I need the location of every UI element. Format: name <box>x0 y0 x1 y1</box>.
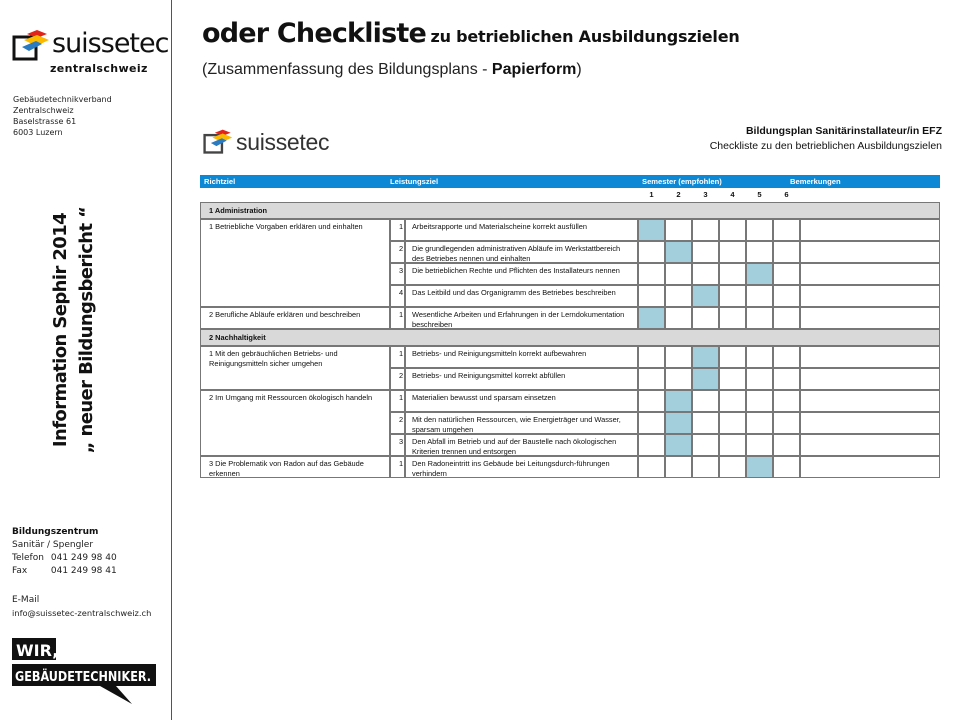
semester-cell[interactable] <box>719 412 746 434</box>
semester-number: 5 <box>757 190 762 199</box>
semester-cell[interactable] <box>692 263 719 285</box>
bemerkungen-cell[interactable] <box>800 412 940 434</box>
address-line: Baselstrasse 61 <box>13 117 77 126</box>
semester-cell-marked[interactable] <box>638 219 665 241</box>
semester-cell[interactable] <box>719 368 746 390</box>
semester-cell[interactable] <box>692 434 719 456</box>
semester-cell[interactable] <box>773 307 800 329</box>
richtziel-cell: 1 Betriebliche Vorgaben erklären und einhalten <box>200 219 390 307</box>
semester-cell[interactable] <box>638 263 665 285</box>
bemerkungen-cell[interactable] <box>800 346 940 368</box>
section-header: 2 Nachhaltigkeit <box>200 329 940 346</box>
semester-cell[interactable] <box>665 307 692 329</box>
semester-cell[interactable] <box>773 390 800 412</box>
doc-subtitle: Checkliste zu den betrieblichen Ausbildungszielen <box>709 140 942 152</box>
semester-cell[interactable] <box>746 346 773 368</box>
contact-dept: Sanitär / Spengler <box>12 540 94 550</box>
semester-cell-marked[interactable] <box>665 434 692 456</box>
address-block <box>13 94 112 138</box>
suissetec-logo-icon <box>12 28 50 66</box>
semester-cell[interactable] <box>719 263 746 285</box>
header-semester: Semester (empfohlen) <box>642 177 722 186</box>
doc-title: Bildungsplan Sanitärinstallateur/in EFZ <box>745 125 942 137</box>
header-richtziel: Richtziel <box>204 177 236 186</box>
semester-cell[interactable] <box>665 219 692 241</box>
semester-cell[interactable] <box>638 412 665 434</box>
item-number: 1 <box>390 390 405 412</box>
badge-line-2: GEBÄUDETECHNIKER. <box>15 669 180 685</box>
semester-cell[interactable] <box>719 434 746 456</box>
semester-cell[interactable] <box>692 307 719 329</box>
item-number: 1 <box>390 346 405 368</box>
vertical-title <box>24 185 124 475</box>
semester-cell[interactable] <box>746 434 773 456</box>
semester-cell[interactable] <box>773 368 800 390</box>
semester-cell-marked[interactable] <box>665 390 692 412</box>
semester-cell[interactable] <box>638 285 665 307</box>
contact-phone-row <box>12 552 151 565</box>
semester-cell[interactable] <box>638 456 665 478</box>
semester-cell[interactable] <box>773 285 800 307</box>
leistungsziel-cell: Wesentliche Arbeiten und Erfahrungen in der Lerndokumentation beschreiben <box>405 307 638 329</box>
page-title-main: oder Checkliste <box>202 18 427 49</box>
semester-cell[interactable] <box>719 285 746 307</box>
leistungsziel-cell: Den Abfall im Betrieb und auf der Baustelle nach ökologischen Kriterien trennen und entsorgen <box>405 434 638 456</box>
richtziel-cell: 2 Im Umgang mit Ressourcen ökologisch handeln <box>200 390 390 456</box>
semester-number: 1 <box>649 190 654 199</box>
leistungsziel-cell: Die betrieblichen Rechte und Pflichten des Installateurs nennen <box>405 263 638 285</box>
bemerkungen-cell[interactable] <box>800 390 940 412</box>
semester-cell[interactable] <box>773 434 800 456</box>
semester-cell-marked[interactable] <box>692 346 719 368</box>
contact-block <box>12 526 151 620</box>
semester-cell[interactable] <box>746 307 773 329</box>
page-subtitle: (Zusammenfassung des Bildungsplans - Papierform) <box>202 61 582 78</box>
semester-cell-marked[interactable] <box>665 412 692 434</box>
bemerkungen-cell[interactable] <box>800 434 940 456</box>
bemerkungen-cell[interactable] <box>800 307 940 329</box>
bemerkungen-cell[interactable] <box>800 219 940 241</box>
logo-brand: suissetec <box>52 28 169 59</box>
semester-cell-marked[interactable] <box>692 368 719 390</box>
section-header: 1 Administration <box>200 202 940 219</box>
semester-cell[interactable] <box>665 263 692 285</box>
page-title-sub: zu betrieblichen Ausbildungszielen <box>430 27 740 46</box>
leistungsziel-cell: Betriebs- und Reinigungsmitteln korrekt aufbewahren <box>405 346 638 368</box>
bemerkungen-cell[interactable] <box>800 285 940 307</box>
checklist-document <box>200 120 942 492</box>
semester-cell[interactable] <box>692 390 719 412</box>
semester-cell-marked[interactable] <box>692 285 719 307</box>
richtziel-cell: 2 Berufliche Abläufe erklären und beschreiben <box>200 307 390 329</box>
page-title <box>202 18 740 49</box>
semester-cell[interactable] <box>773 263 800 285</box>
semester-numbers <box>200 188 940 201</box>
semester-cell[interactable] <box>719 307 746 329</box>
semester-cell[interactable] <box>746 219 773 241</box>
leistungsziel-cell: Den Radoneintritt ins Gebäude bei Leitungsdurch-führungen verhindern <box>405 456 638 478</box>
header-leistungsziel: Leistungsziel <box>390 177 439 186</box>
address-line: 6003 Luzern <box>13 128 63 137</box>
bemerkungen-cell[interactable] <box>800 368 940 390</box>
semester-cell[interactable] <box>719 219 746 241</box>
sidebar <box>0 0 180 720</box>
address-line: Gebäudetechnikverband <box>13 95 112 104</box>
item-number: 3 <box>390 434 405 456</box>
item-number: 1 <box>390 219 405 241</box>
leistungsziel-cell: Das Leitbild und das Organigramm des Betriebes beschreiben <box>405 285 638 307</box>
badge-line-1: WIR, DIE <box>16 641 95 660</box>
item-number: 3 <box>390 263 405 285</box>
contact-fax-row <box>12 565 151 578</box>
leistungsziel-cell: Die grundlegenden administrativen Abläufe im Werkstattbereich des Betriebes nennen und einhalten <box>405 241 638 263</box>
item-number: 1 <box>390 307 405 329</box>
semester-cell[interactable] <box>773 412 800 434</box>
semester-cell[interactable] <box>665 285 692 307</box>
bemerkungen-cell[interactable] <box>800 456 940 478</box>
semester-number: 4 <box>730 190 735 199</box>
semester-cell-marked[interactable] <box>665 241 692 263</box>
richtziel-cell: 1 Mit den gebräuchlichen Betriebs- und Reinigungsmitteln sicher umgehen <box>200 346 390 390</box>
semester-cell[interactable] <box>746 285 773 307</box>
semester-cell[interactable] <box>746 241 773 263</box>
bemerkungen-cell[interactable] <box>800 263 940 285</box>
semester-cell[interactable] <box>665 368 692 390</box>
semester-cell[interactable] <box>665 456 692 478</box>
item-number: 2 <box>390 368 405 390</box>
semester-cell[interactable] <box>746 390 773 412</box>
semester-cell[interactable] <box>773 346 800 368</box>
doc-logo-icon <box>202 128 234 158</box>
doc-logo <box>202 126 352 158</box>
phone-label: Telefon <box>12 553 44 563</box>
semester-cell-marked[interactable] <box>746 456 773 478</box>
email-label: E-Mail <box>12 595 40 605</box>
semester-cell[interactable] <box>692 456 719 478</box>
fax-label: Fax <box>12 566 28 576</box>
header-bemerkungen: Bemerkungen <box>790 177 841 186</box>
semester-number: 6 <box>784 190 789 199</box>
leistungsziel-cell: Betriebs- und Reinigungsmittel korrekt abfüllen <box>405 368 638 390</box>
table-header <box>200 175 940 188</box>
semester-number: 2 <box>676 190 681 199</box>
semester-cell-marked[interactable] <box>746 263 773 285</box>
item-number: 2 <box>390 412 405 434</box>
wir-die-gebaeudetechniker-badge <box>12 636 180 708</box>
semester-cell[interactable] <box>665 346 692 368</box>
address-line: Zentralschweiz <box>13 106 74 115</box>
semester-cell[interactable] <box>746 368 773 390</box>
vertical-title-line-1: Information Sephir 2014 <box>50 212 71 448</box>
vertical-title-line-2: „ neuer Bildungsbericht “ <box>76 206 97 454</box>
item-number: 2 <box>390 241 405 263</box>
semester-cell[interactable] <box>773 241 800 263</box>
item-number: 4 <box>390 285 405 307</box>
semester-cell[interactable] <box>638 241 665 263</box>
semester-cell[interactable] <box>692 219 719 241</box>
semester-cell[interactable] <box>719 241 746 263</box>
semester-cell[interactable] <box>746 412 773 434</box>
richtziel-cell: 3 Die Problematik von Radon auf das Gebäude erkennen <box>200 456 390 478</box>
semester-cell[interactable] <box>719 390 746 412</box>
phone-number[interactable]: 041 249 98 40 <box>50 553 117 563</box>
semester-cell[interactable] <box>638 390 665 412</box>
leistungsziel-cell: Materialien bewusst und sparsam einsetzen <box>405 390 638 412</box>
page-subtitle-emphasis: Papierform <box>491 61 577 78</box>
semester-cell[interactable] <box>692 412 719 434</box>
email-link[interactable]: info@suissetec-zentralschweiz.ch <box>12 608 152 618</box>
semester-cell[interactable] <box>692 241 719 263</box>
contact-heading: Bildungszentrum <box>12 527 99 537</box>
item-number: 1 <box>390 456 405 478</box>
leistungsziel-cell: Arbeitsrapporte und Materialscheine korrekt ausfüllen <box>405 219 638 241</box>
logo-region: zentralschweiz <box>50 62 148 75</box>
semester-cell[interactable] <box>773 219 800 241</box>
semester-number: 3 <box>703 190 708 199</box>
semester-cell[interactable] <box>638 346 665 368</box>
doc-heading <box>710 124 942 154</box>
fax-number: 041 249 98 41 <box>50 566 117 576</box>
semester-cell[interactable] <box>638 434 665 456</box>
checklist-grid <box>200 202 940 478</box>
semester-cell-marked[interactable] <box>638 307 665 329</box>
bemerkungen-cell[interactable] <box>800 241 940 263</box>
suissetec-logo <box>12 26 169 76</box>
doc-logo-brand: suissetec <box>236 129 330 155</box>
semester-cell[interactable] <box>719 346 746 368</box>
leistungsziel-cell: Mit den natürlichen Ressourcen, wie Energieträger und Wasser, sparsam umgehen <box>405 412 638 434</box>
semester-cell[interactable] <box>638 368 665 390</box>
semester-cell[interactable] <box>773 456 800 478</box>
semester-cell[interactable] <box>719 456 746 478</box>
